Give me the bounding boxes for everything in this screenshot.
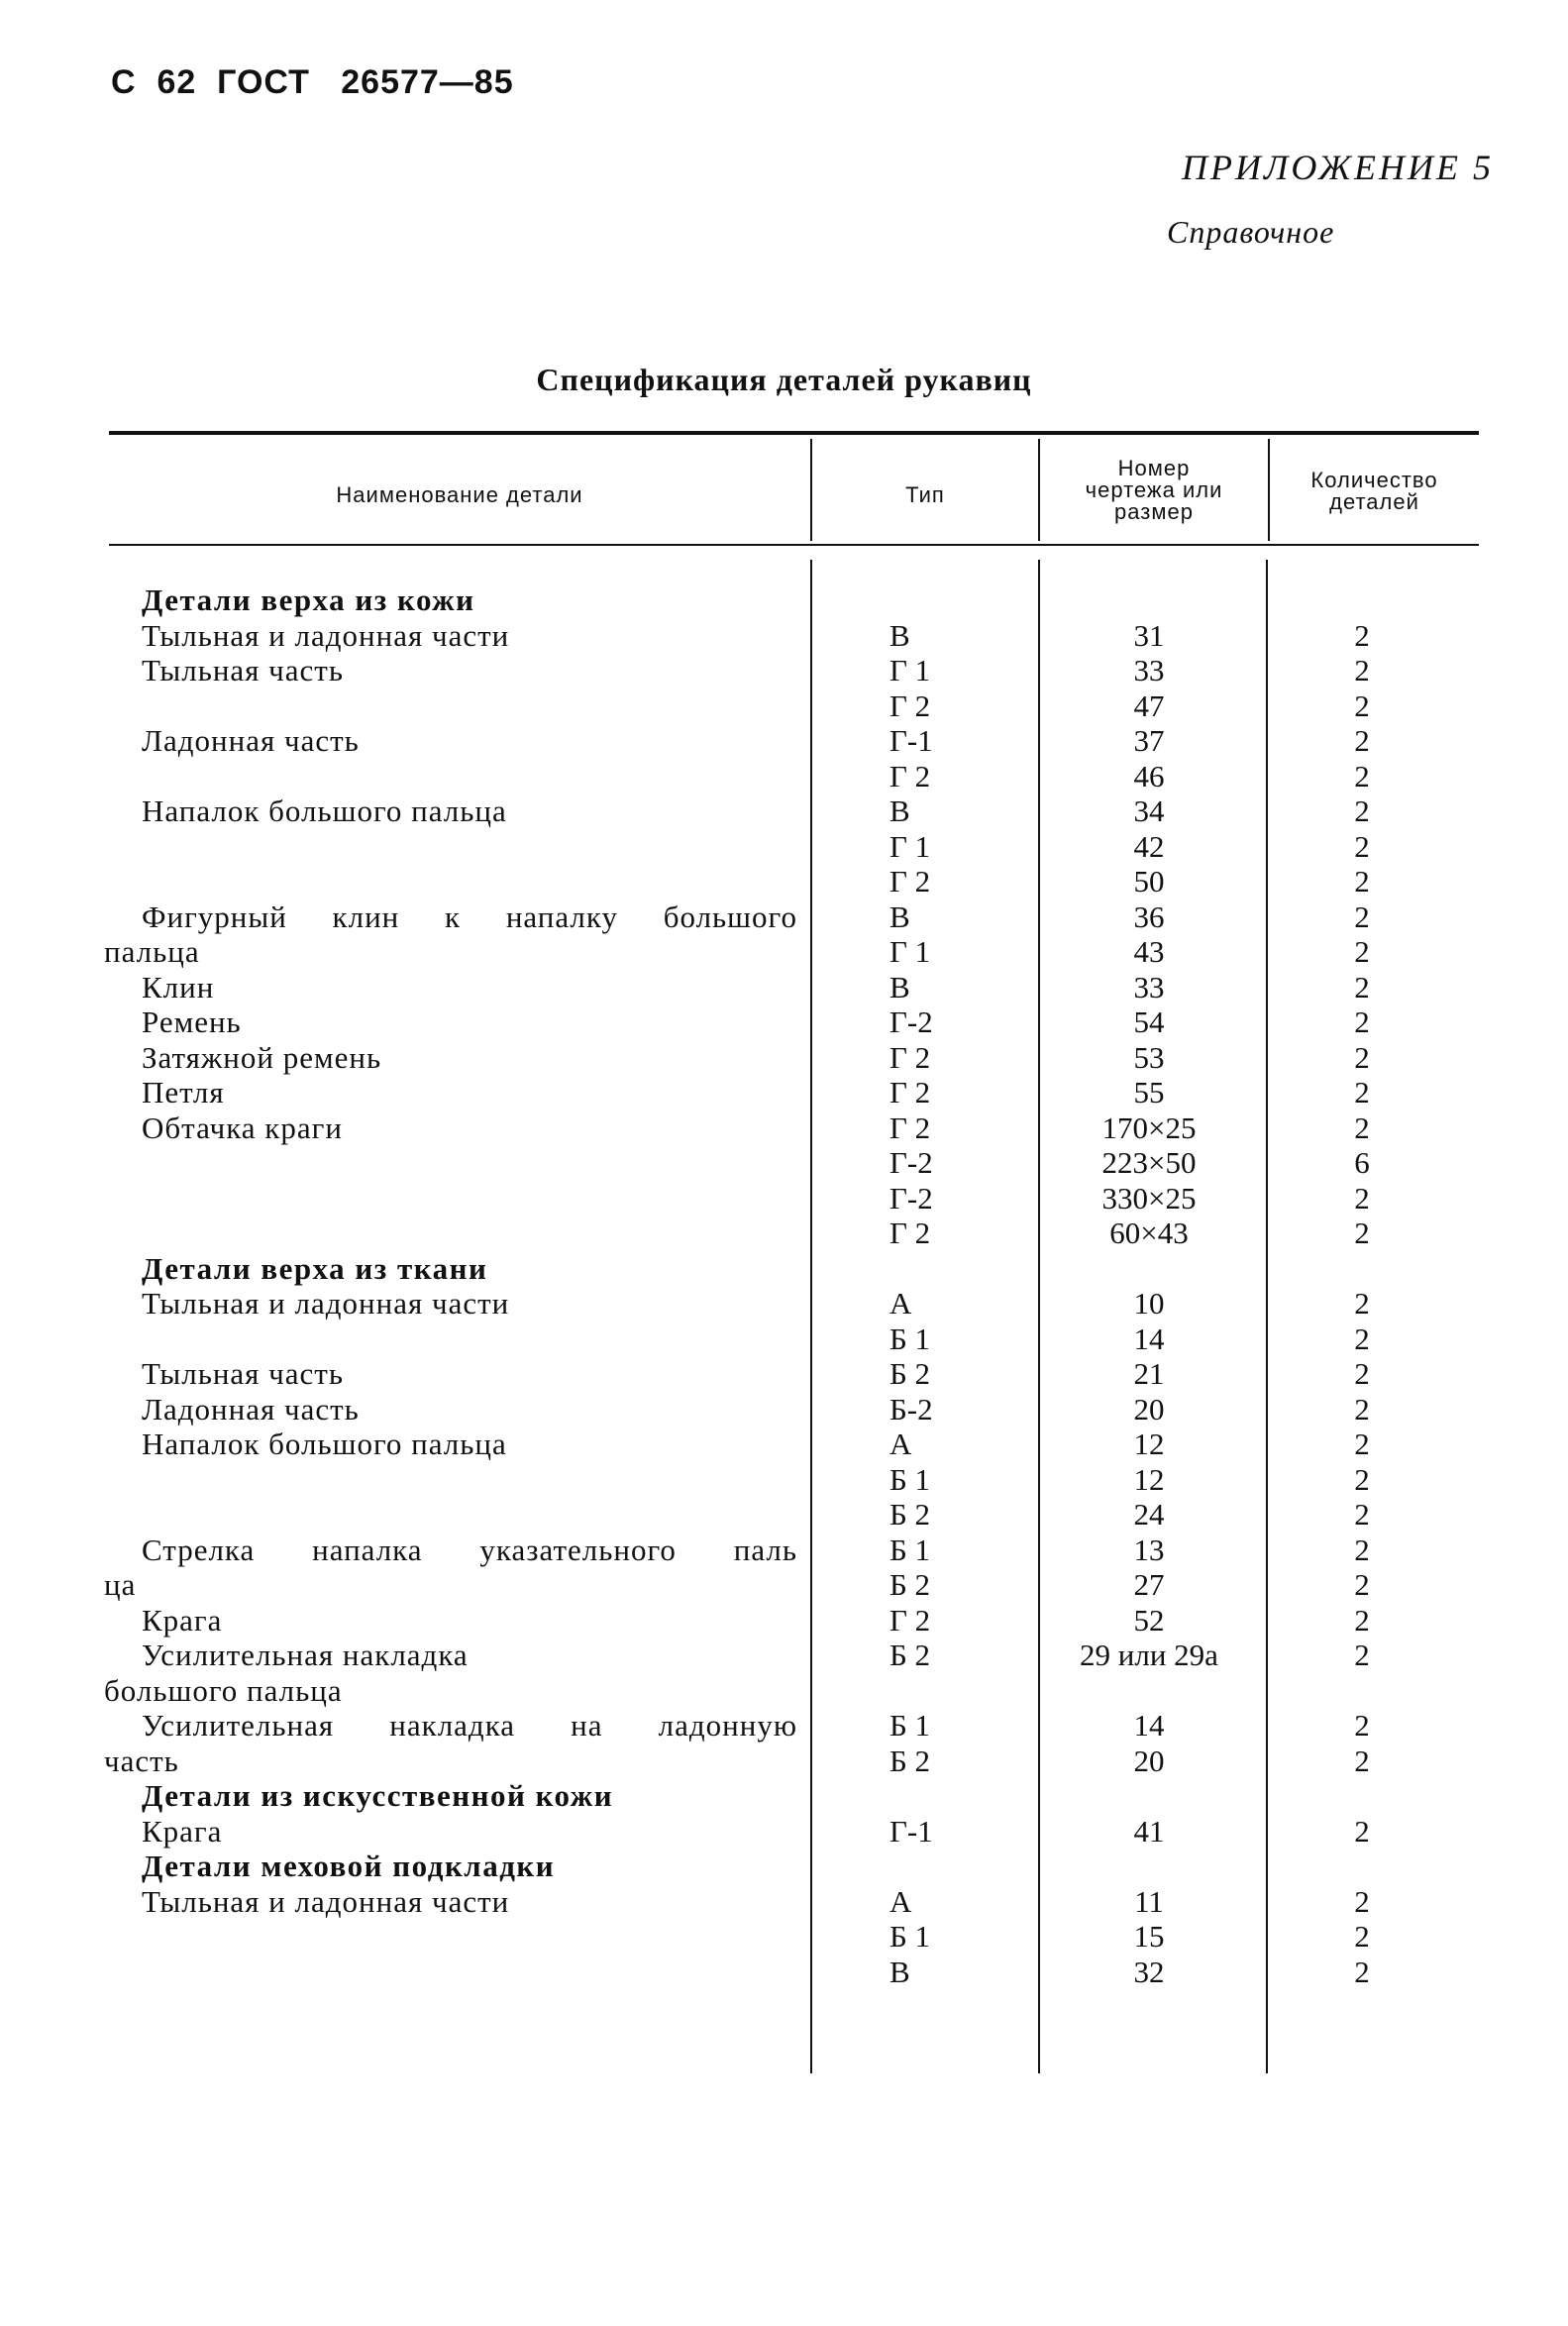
type-cell: Г 2 bbox=[889, 1110, 931, 1145]
table-row bbox=[0, 1110, 1568, 1146]
part-name-cell: Тыльная и ладонная части bbox=[142, 617, 510, 653]
type-cell: Б 1 bbox=[889, 1461, 931, 1497]
section-heading-row bbox=[0, 1849, 1568, 1884]
part-name-cell: Усилительная накладка на ладонную bbox=[142, 1708, 797, 1743]
header-line: Количество bbox=[1310, 468, 1438, 492]
type-cell: Г-2 bbox=[889, 1004, 933, 1039]
table-row bbox=[0, 1744, 1568, 1779]
type-cell: Б 2 bbox=[889, 1497, 931, 1532]
quantity-cell: 6 bbox=[1354, 1145, 1370, 1180]
drawing-number-cell: 20 bbox=[1133, 1743, 1165, 1778]
part-name-cell: Ладонная часть bbox=[142, 723, 360, 758]
type-cell: Г 2 bbox=[889, 1216, 931, 1250]
table-row bbox=[0, 1603, 1568, 1639]
table-title: Спецификация деталей рукавиц bbox=[536, 362, 1032, 397]
part-name-cell: Тыльная и ладонная части bbox=[142, 1286, 510, 1321]
drawing-number-cell: 33 bbox=[1133, 653, 1165, 687]
type-cell: Б 1 bbox=[889, 1321, 931, 1356]
drawing-number-cell: 14 bbox=[1133, 1321, 1165, 1356]
table-row bbox=[0, 1181, 1568, 1216]
drawing-number-cell: 31 bbox=[1133, 617, 1165, 653]
type-cell: В bbox=[889, 969, 910, 1004]
table-row bbox=[0, 1145, 1568, 1181]
type-cell: А bbox=[889, 1427, 912, 1461]
header-line: чертежа или bbox=[1085, 477, 1223, 502]
quantity-cell: 2 bbox=[1354, 793, 1370, 828]
table-row bbox=[0, 1533, 1568, 1568]
drawing-number-cell: 13 bbox=[1133, 1532, 1165, 1567]
type-cell: Б 1 bbox=[889, 1532, 931, 1567]
quantity-cell: 2 bbox=[1354, 1602, 1370, 1638]
quantity-cell: 2 bbox=[1354, 1004, 1370, 1039]
type-cell: Г 2 bbox=[889, 1602, 931, 1638]
drawing-number-cell: 34 bbox=[1133, 793, 1165, 828]
column-header-number bbox=[1040, 458, 1268, 523]
type-cell: Б 2 bbox=[889, 1567, 931, 1602]
drawing-number-cell: 11 bbox=[1134, 1883, 1164, 1919]
drawing-number-cell: 36 bbox=[1133, 899, 1165, 934]
part-name-cell: Детали из искусственной кожи bbox=[142, 1778, 614, 1813]
quantity-cell: 2 bbox=[1354, 1427, 1370, 1461]
table-row bbox=[0, 1004, 1568, 1040]
drawing-number-cell: 60×43 bbox=[1109, 1216, 1189, 1250]
part-name-cell: Детали верха из кожи bbox=[142, 582, 475, 617]
quantity-cell: 2 bbox=[1354, 1321, 1370, 1356]
table-row bbox=[0, 653, 1568, 688]
type-cell: Г 2 bbox=[889, 1039, 931, 1075]
quantity-cell: 2 bbox=[1354, 1567, 1370, 1602]
type-cell: Г 2 bbox=[889, 687, 931, 723]
appendix-type: Справочное bbox=[1167, 214, 1335, 250]
table-row bbox=[0, 1286, 1568, 1322]
part-name-cell: Ремень bbox=[142, 1004, 242, 1039]
drawing-number-cell: 10 bbox=[1133, 1286, 1165, 1321]
type-cell: Г-2 bbox=[889, 1145, 933, 1180]
type-cell: Г 2 bbox=[889, 758, 931, 793]
table-row bbox=[0, 1075, 1568, 1110]
drawing-number-cell: 29 или 29а bbox=[1080, 1638, 1218, 1672]
drawing-number-cell: 53 bbox=[1133, 1039, 1165, 1075]
drawing-number-cell: 46 bbox=[1133, 758, 1165, 793]
quantity-cell: 2 bbox=[1354, 1391, 1370, 1427]
table-row bbox=[0, 1392, 1568, 1427]
drawing-number-cell: 27 bbox=[1133, 1567, 1165, 1602]
type-cell: В bbox=[889, 899, 910, 934]
section-heading-row bbox=[0, 1778, 1568, 1814]
table-row bbox=[0, 688, 1568, 724]
part-name-cell: Напалок большого пальца bbox=[142, 1427, 507, 1461]
type-cell: Б 1 bbox=[889, 1708, 931, 1743]
quantity-cell: 2 bbox=[1354, 1216, 1370, 1250]
table-row bbox=[0, 934, 1568, 970]
header-line: деталей bbox=[1329, 489, 1419, 514]
table-row bbox=[0, 723, 1568, 759]
type-cell: В bbox=[889, 793, 910, 828]
table-row bbox=[0, 970, 1568, 1005]
part-name-cell: Фигурный клин к напалку большого bbox=[142, 899, 797, 934]
part-name-cell: Ладонная часть bbox=[142, 1391, 360, 1427]
type-cell: Г 1 bbox=[889, 828, 931, 864]
drawing-number-cell: 21 bbox=[1133, 1356, 1165, 1391]
quantity-cell: 2 bbox=[1354, 687, 1370, 723]
type-cell: Г 1 bbox=[889, 653, 931, 687]
quantity-cell: 2 bbox=[1354, 969, 1370, 1004]
part-name-cell: Детали верха из ткани bbox=[142, 1250, 488, 1286]
part-name-cell: Детали меховой подкладки bbox=[142, 1849, 556, 1883]
quantity-cell: 2 bbox=[1354, 653, 1370, 687]
table-row bbox=[0, 829, 1568, 865]
type-cell: Г 1 bbox=[889, 934, 931, 969]
type-cell: Б 2 bbox=[889, 1638, 931, 1672]
quantity-cell: 2 bbox=[1354, 1180, 1370, 1216]
type-cell: Б 2 bbox=[889, 1743, 931, 1778]
quantity-cell: 2 bbox=[1354, 1708, 1370, 1743]
table-row bbox=[0, 1462, 1568, 1498]
part-name-cell: Тыльная и ладонная части bbox=[142, 1883, 510, 1919]
quantity-cell: 2 bbox=[1354, 899, 1370, 934]
table-row bbox=[0, 1216, 1568, 1251]
drawing-number-cell: 37 bbox=[1133, 723, 1165, 758]
drawing-number-cell: 50 bbox=[1133, 864, 1165, 899]
quantity-cell: 2 bbox=[1354, 864, 1370, 899]
drawing-number-cell: 15 bbox=[1133, 1919, 1165, 1954]
part-name-cell: большого пальца bbox=[104, 1672, 343, 1708]
quantity-cell: 2 bbox=[1354, 1954, 1370, 1989]
column-header-name: Наименование детали bbox=[336, 482, 583, 507]
table-row bbox=[0, 1673, 1568, 1709]
quantity-cell: 2 bbox=[1354, 934, 1370, 969]
part-name-cell: Усилительная накладка bbox=[142, 1638, 469, 1672]
part-name-cell: Напалок большого пальца bbox=[142, 793, 507, 828]
drawing-number-cell: 12 bbox=[1133, 1461, 1165, 1497]
type-cell: В bbox=[889, 1954, 910, 1989]
drawing-number-cell: 52 bbox=[1133, 1602, 1165, 1638]
section-heading-row bbox=[0, 582, 1568, 618]
quantity-cell: 2 bbox=[1354, 758, 1370, 793]
part-name-cell: Крага bbox=[142, 1602, 223, 1638]
drawing-number-cell: 41 bbox=[1133, 1813, 1165, 1849]
type-cell: Б-2 bbox=[889, 1391, 933, 1427]
quantity-cell: 2 bbox=[1354, 1039, 1370, 1075]
section-heading-row bbox=[0, 1251, 1568, 1287]
quantity-cell: 2 bbox=[1354, 723, 1370, 758]
part-name-cell: ца bbox=[104, 1567, 137, 1602]
drawing-number-cell: 20 bbox=[1133, 1391, 1165, 1427]
drawing-number-cell: 42 bbox=[1133, 828, 1165, 864]
table-row bbox=[0, 1955, 1568, 1990]
drawing-number-cell: 170×25 bbox=[1101, 1110, 1197, 1145]
header-line: Номер bbox=[1117, 456, 1191, 480]
table-row bbox=[0, 1356, 1568, 1392]
type-cell: Г 2 bbox=[889, 864, 931, 899]
table-row bbox=[0, 1884, 1568, 1920]
table-body bbox=[0, 582, 1568, 1989]
table-row bbox=[0, 618, 1568, 654]
type-cell: А bbox=[889, 1286, 912, 1321]
quantity-cell: 2 bbox=[1354, 1356, 1370, 1391]
part-name-cell: Стрелка напалка указательного паль bbox=[142, 1532, 797, 1567]
table-row bbox=[0, 793, 1568, 829]
part-name-cell: пальца bbox=[104, 934, 200, 969]
table-top-rule bbox=[109, 431, 1479, 435]
type-cell: Г-1 bbox=[889, 1813, 933, 1849]
type-cell: Б 2 bbox=[889, 1356, 931, 1391]
type-cell: Г 2 bbox=[889, 1075, 931, 1110]
part-name-cell: Клин bbox=[142, 969, 215, 1004]
drawing-number-cell: 32 bbox=[1133, 1954, 1165, 1989]
document-code: С 62 ГОСТ 26577—85 bbox=[111, 63, 514, 101]
drawing-number-cell: 330×25 bbox=[1101, 1180, 1197, 1216]
drawing-number-cell: 47 bbox=[1133, 687, 1165, 723]
table-row bbox=[0, 1708, 1568, 1744]
table-row bbox=[0, 1497, 1568, 1533]
appendix-label: ПРИЛОЖЕНИЕ 5 bbox=[1182, 148, 1494, 187]
drawing-number-cell: 12 bbox=[1133, 1427, 1165, 1461]
quantity-cell: 2 bbox=[1354, 1813, 1370, 1849]
table-row bbox=[0, 1427, 1568, 1462]
quantity-cell: 2 bbox=[1354, 1286, 1370, 1321]
table-row bbox=[0, 1814, 1568, 1850]
part-name-cell: часть bbox=[104, 1743, 179, 1778]
part-name-cell: Обтачка краги bbox=[142, 1110, 343, 1145]
part-name-cell: Тыльная часть bbox=[142, 653, 344, 687]
quantity-cell: 2 bbox=[1354, 1919, 1370, 1954]
table-row bbox=[0, 759, 1568, 794]
table-row bbox=[0, 1040, 1568, 1076]
part-name-cell: Петля bbox=[142, 1075, 225, 1110]
table-header-rule bbox=[109, 544, 1479, 546]
quantity-cell: 2 bbox=[1354, 1532, 1370, 1567]
quantity-cell: 2 bbox=[1354, 1638, 1370, 1672]
drawing-number-cell: 223×50 bbox=[1101, 1145, 1197, 1180]
column-header-qty bbox=[1270, 470, 1479, 513]
quantity-cell: 2 bbox=[1354, 617, 1370, 653]
drawing-number-cell: 43 bbox=[1133, 934, 1165, 969]
type-cell: А bbox=[889, 1883, 912, 1919]
quantity-cell: 2 bbox=[1354, 1461, 1370, 1497]
drawing-number-cell: 14 bbox=[1133, 1708, 1165, 1743]
quantity-cell: 2 bbox=[1354, 1743, 1370, 1778]
type-cell: Б 1 bbox=[889, 1919, 931, 1954]
quantity-cell: 2 bbox=[1354, 1497, 1370, 1532]
table-row bbox=[0, 864, 1568, 899]
table-row bbox=[0, 1919, 1568, 1955]
table-row bbox=[0, 1322, 1568, 1357]
type-cell: Г-1 bbox=[889, 723, 933, 758]
part-name-cell: Крага bbox=[142, 1813, 223, 1849]
part-name-cell: Затяжной ремень bbox=[142, 1039, 382, 1075]
type-cell: Г-2 bbox=[889, 1180, 933, 1216]
part-name-cell: Тыльная часть bbox=[142, 1356, 344, 1391]
quantity-cell: 2 bbox=[1354, 828, 1370, 864]
table-row bbox=[0, 1567, 1568, 1603]
drawing-number-cell: 33 bbox=[1133, 969, 1165, 1004]
table-row bbox=[0, 1638, 1568, 1673]
header-line: размер bbox=[1114, 499, 1194, 524]
quantity-cell: 2 bbox=[1354, 1110, 1370, 1145]
quantity-cell: 2 bbox=[1354, 1075, 1370, 1110]
drawing-number-cell: 55 bbox=[1133, 1075, 1165, 1110]
drawing-number-cell: 54 bbox=[1133, 1004, 1165, 1039]
column-header-type: Тип bbox=[905, 482, 945, 507]
drawing-number-cell: 24 bbox=[1133, 1497, 1165, 1532]
type-cell: В bbox=[889, 617, 910, 653]
quantity-cell: 2 bbox=[1354, 1883, 1370, 1919]
table-row bbox=[0, 899, 1568, 935]
